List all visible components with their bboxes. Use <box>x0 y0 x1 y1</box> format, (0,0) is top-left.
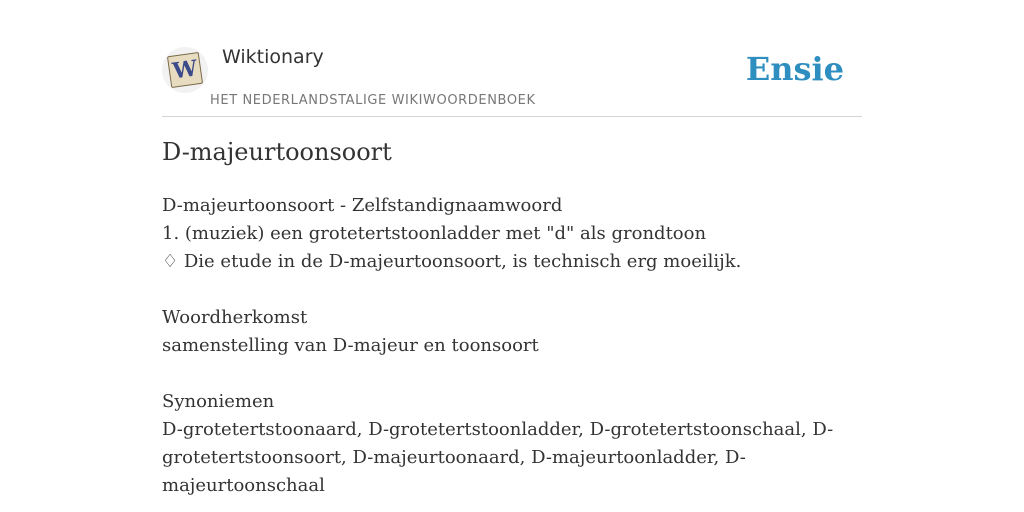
wiktionary-logo-icon[interactable] <box>162 47 208 93</box>
etymology-heading: Woordherkomst <box>162 307 308 328</box>
page-container <box>162 0 862 496</box>
entry-body <box>162 192 862 500</box>
site-name[interactable]: Wiktionary <box>222 46 324 68</box>
spacer <box>162 360 862 388</box>
logo-letter: W <box>170 55 200 85</box>
etymology-text: samenstelling van D-majeur en toonsoort <box>162 335 539 356</box>
definition: 1. (muziek) een grotetertstoonladder met "d" als grondtoon <box>162 223 707 244</box>
example-sentence: ♢ Die etude in de D-majeurtoonsoort, is technisch erg moeilijk. <box>162 251 742 272</box>
synonyms-line: D-grotetertstoonaard, D-grotetertstoonladder, D-grotetertstoonschaal, D- <box>162 419 834 440</box>
page-title: D-majeurtoonsoort <box>162 138 392 166</box>
ensie-brand-link[interactable]: Ensie <box>745 50 844 88</box>
site-tagline: HET NEDERLANDSTALIGE WIKIWOORDENBOEK <box>210 93 536 108</box>
spacer <box>162 276 862 304</box>
site-header <box>162 0 862 117</box>
synonyms-line: grotetertstoonsoort, D-majeurtoonaard, D-majeurtoonladder, D- <box>162 447 746 468</box>
logo-tile <box>167 52 203 88</box>
synonyms-heading: Synoniemen <box>162 391 275 412</box>
part-of-speech-line: D-majeurtoonsoort - Zelfstandignaamwoord <box>162 195 563 216</box>
synonyms-line: majeurtoonschaal <box>162 475 325 496</box>
